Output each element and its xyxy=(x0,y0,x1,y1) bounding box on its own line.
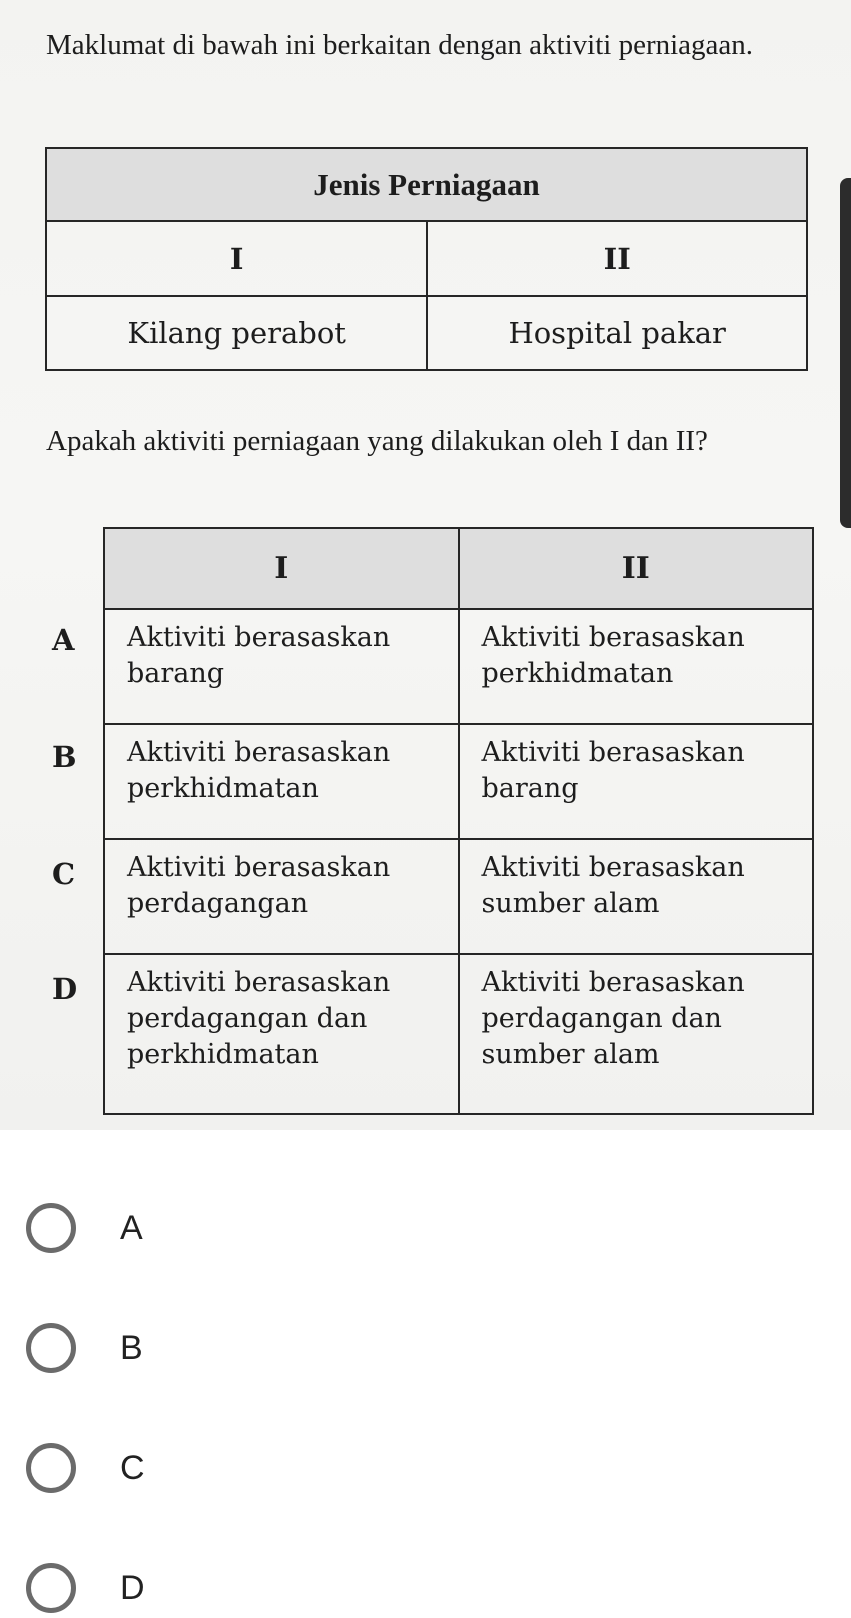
option-c-col1: Aktiviti berasaskan perdagangan xyxy=(104,839,459,954)
option-d-col1: Aktiviti berasaskan perdagangan dan perkhidmatan xyxy=(104,954,459,1114)
answer-choice-label: B xyxy=(120,1328,143,1367)
answer-choice-b[interactable] xyxy=(26,1318,326,1378)
option-a-col2: Aktiviti berasaskan perkhidmatan xyxy=(459,609,814,724)
options-col-header-2: II xyxy=(459,528,814,609)
option-c-col2: Aktiviti berasaskan sumber alam xyxy=(459,839,814,954)
radio-d[interactable] xyxy=(26,1563,76,1613)
radio-b[interactable] xyxy=(26,1323,76,1373)
answer-choice-label: A xyxy=(120,1208,143,1247)
radio-c[interactable] xyxy=(26,1443,76,1493)
business-type-table xyxy=(45,147,808,371)
intro-text: Maklumat di bawah ini berkaitan dengan aktiviti perniagaan. xyxy=(46,29,754,61)
option-b-col1: Aktiviti berasaskan perkhidmatan xyxy=(104,724,459,839)
business-col-header-2: II xyxy=(427,221,807,296)
option-b-col2: Aktiviti berasaskan barang xyxy=(459,724,814,839)
option-letter-d: D xyxy=(52,972,78,1006)
options-col-header-1: I xyxy=(104,528,459,609)
answer-choice-a[interactable] xyxy=(26,1198,326,1258)
option-letter-a: A xyxy=(52,623,75,657)
business-cell-1: Kilang perabot xyxy=(46,296,427,370)
answer-choice-label: D xyxy=(120,1568,145,1607)
business-table-title: Jenis Perniagaan xyxy=(46,148,807,221)
business-cell-2: Hospital pakar xyxy=(427,296,807,370)
question-text: Apakah aktiviti perniagaan yang dilakukan oleh I dan II? xyxy=(46,425,708,457)
option-letter-b: B xyxy=(52,740,77,774)
table-row xyxy=(104,609,813,724)
table-row xyxy=(104,839,813,954)
business-col-header-1: I xyxy=(46,221,427,296)
answer-choice-label: C xyxy=(120,1448,145,1487)
answer-choice-c[interactable] xyxy=(26,1438,326,1498)
table-row xyxy=(104,954,813,1114)
radio-a[interactable] xyxy=(26,1203,76,1253)
options-table xyxy=(103,527,814,1115)
option-a-col1: Aktiviti berasaskan barang xyxy=(104,609,459,724)
answer-choice-d[interactable] xyxy=(26,1558,326,1618)
option-letter-c: C xyxy=(52,857,76,891)
image-edge-bar xyxy=(840,178,851,528)
table-row xyxy=(104,724,813,839)
option-d-col2: Aktiviti berasaskan perdagangan dan sumber alam xyxy=(459,954,814,1114)
